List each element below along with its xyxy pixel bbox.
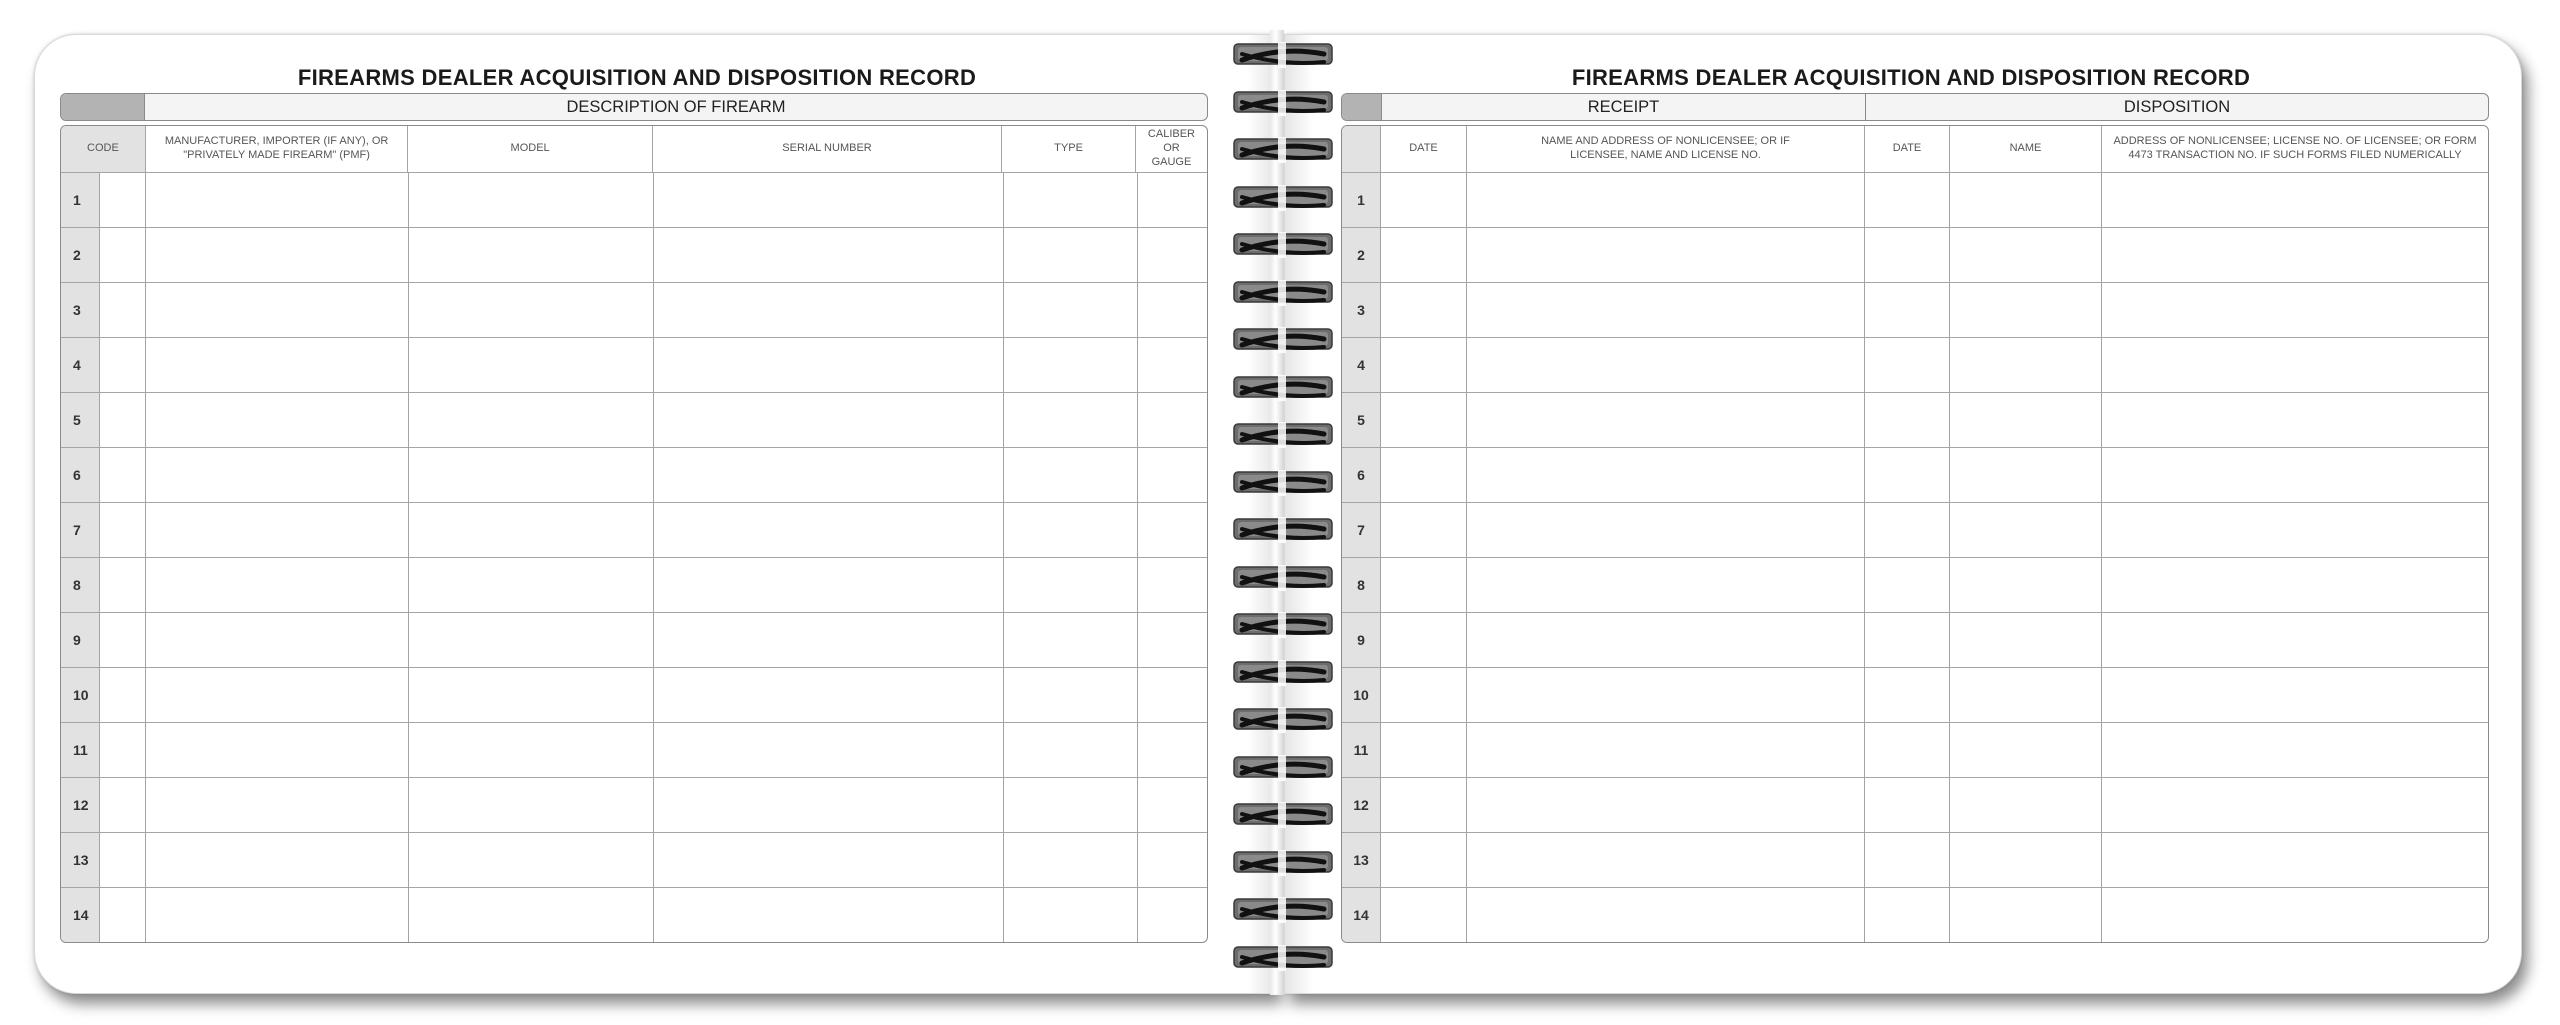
entry-cell[interactable] [145, 613, 408, 667]
entry-cell[interactable] [1380, 393, 1466, 447]
entry-cell[interactable] [1003, 778, 1137, 832]
entry-cell[interactable] [1949, 723, 2101, 777]
table-row [61, 337, 1207, 392]
entry-cell[interactable] [1864, 558, 1949, 612]
row-number: 12 [61, 778, 99, 832]
entry-cell[interactable] [653, 888, 1003, 942]
entry-cell[interactable] [653, 228, 1003, 282]
entry-cell[interactable] [1466, 778, 1864, 832]
entry-cell[interactable] [1137, 888, 1207, 942]
table-row [61, 667, 1207, 722]
entry-cell[interactable] [1466, 558, 1864, 612]
entry-cell[interactable] [145, 558, 408, 612]
table-row [61, 447, 1207, 502]
entry-cell[interactable] [1949, 393, 2101, 447]
entry-cell[interactable] [1864, 613, 1949, 667]
receipt-band-label: RECEIPT [1381, 94, 1865, 120]
left-page-title: FIREARMS DEALER ACQUISITION AND DISPOSITION RECORD [297, 65, 977, 90]
entry-cell[interactable] [653, 503, 1003, 557]
entry-cell[interactable] [1949, 173, 2101, 227]
column-header-manufacturer: MANUFACTURER, IMPORTER (IF ANY), OR "PRIVATELY MADE FIREARM" (PMF) [145, 126, 407, 172]
entry-cell[interactable] [408, 723, 653, 777]
row-number: 5 [61, 393, 99, 447]
spiral-coil [1228, 88, 1338, 118]
column-header-number [1342, 126, 1380, 172]
spiral-coil [1228, 183, 1338, 213]
entry-cell[interactable] [1003, 228, 1137, 282]
row-number: 11 [61, 723, 99, 777]
entry-cell[interactable] [1380, 448, 1466, 502]
entry-cell[interactable] [145, 503, 408, 557]
entry-cell[interactable] [2101, 558, 2488, 612]
entry-cell[interactable] [145, 833, 408, 887]
entry-cell[interactable] [1137, 283, 1207, 337]
row-number: 12 [1342, 778, 1380, 832]
row-number: 2 [1342, 228, 1380, 282]
entry-cell[interactable] [653, 173, 1003, 227]
table-header-row [1342, 126, 2488, 172]
row-number: 3 [1342, 283, 1380, 337]
entry-cell[interactable] [1003, 833, 1137, 887]
spiral-coil [1228, 468, 1338, 498]
entry-cell[interactable] [1380, 228, 1466, 282]
column-header-caliber: CALIBER OR GAUGE [1135, 126, 1207, 172]
spiral-coil [1228, 135, 1338, 165]
row-number: 1 [61, 173, 99, 227]
table-row [1342, 887, 2488, 942]
entry-cell[interactable] [408, 173, 653, 227]
entry-cell[interactable] [1003, 668, 1137, 722]
entry-cell[interactable] [653, 613, 1003, 667]
entry-cell[interactable] [1864, 723, 1949, 777]
entry-cell[interactable] [653, 558, 1003, 612]
entry-cell[interactable] [1137, 338, 1207, 392]
table-row [61, 557, 1207, 612]
entry-cell[interactable] [1864, 283, 1949, 337]
entry-cell[interactable] [1466, 393, 1864, 447]
right-page-title: FIREARMS DEALER ACQUISITION AND DISPOSITION RECORD [1571, 65, 2251, 90]
entry-cell[interactable] [653, 338, 1003, 392]
table-header-row [61, 126, 1207, 172]
entry-cell[interactable] [1949, 503, 2101, 557]
entry-cell[interactable] [1864, 778, 1949, 832]
table-row [1342, 722, 2488, 777]
entry-cell[interactable] [1864, 173, 1949, 227]
entry-cell[interactable] [1003, 338, 1137, 392]
entry-cell[interactable] [99, 338, 145, 392]
entry-cell[interactable] [145, 668, 408, 722]
entry-cell[interactable] [2101, 338, 2488, 392]
column-header-serial-number: SERIAL NUMBER [652, 126, 1001, 172]
entry-cell[interactable] [1949, 888, 2101, 942]
entry-cell[interactable] [1137, 228, 1207, 282]
column-header-model: MODEL [407, 126, 652, 172]
entry-cell[interactable] [1137, 613, 1207, 667]
row-number: 3 [61, 283, 99, 337]
column-header-disposition-name: NAME [1949, 126, 2101, 172]
column-header-receipt-date: DATE [1380, 126, 1466, 172]
entry-cell[interactable] [408, 833, 653, 887]
description-band-label: DESCRIPTION OF FIREARM [144, 94, 1207, 120]
entry-cell[interactable] [1003, 558, 1137, 612]
entry-cell[interactable] [1380, 503, 1466, 557]
entry-cell[interactable] [1137, 393, 1207, 447]
entry-cell[interactable] [653, 448, 1003, 502]
entry-cell[interactable] [1137, 778, 1207, 832]
entry-cell[interactable] [1864, 888, 1949, 942]
entry-cell[interactable] [1864, 228, 1949, 282]
row-number: 10 [61, 668, 99, 722]
right-page [1284, 34, 2522, 994]
entry-cell[interactable] [1003, 613, 1137, 667]
entry-cell[interactable] [145, 173, 408, 227]
entry-cell[interactable] [1864, 833, 1949, 887]
entry-cell[interactable] [1864, 338, 1949, 392]
entry-cell[interactable] [1137, 448, 1207, 502]
entry-cell[interactable] [1864, 448, 1949, 502]
entry-cell[interactable] [99, 393, 145, 447]
entry-cell[interactable] [1949, 668, 2101, 722]
entry-cell[interactable] [1466, 338, 1864, 392]
entry-cell[interactable] [653, 393, 1003, 447]
entry-cell[interactable] [1380, 173, 1466, 227]
entry-cell[interactable] [1003, 723, 1137, 777]
table-row [61, 392, 1207, 447]
entry-cell[interactable] [1137, 558, 1207, 612]
band-swatch [1342, 94, 1381, 120]
row-number: 8 [61, 558, 99, 612]
row-number: 1 [1342, 173, 1380, 227]
table-row [1342, 612, 2488, 667]
entry-cell[interactable] [1380, 723, 1466, 777]
column-header-code: CODE [61, 126, 145, 172]
spiral-coil [1228, 563, 1338, 593]
entry-cell[interactable] [1466, 888, 1864, 942]
spiral-coil [1228, 40, 1338, 70]
entry-cell[interactable] [1003, 448, 1137, 502]
entry-cell[interactable] [2101, 723, 2488, 777]
row-number: 7 [1342, 503, 1380, 557]
table-row [1342, 832, 2488, 887]
entry-cell[interactable] [99, 778, 145, 832]
entry-cell[interactable] [99, 888, 145, 942]
table-row [1342, 557, 2488, 612]
entry-cell[interactable] [408, 228, 653, 282]
entry-cell[interactable] [2101, 613, 2488, 667]
entry-cell[interactable] [1003, 503, 1137, 557]
spiral-coil [1228, 943, 1338, 973]
row-number: 5 [1342, 393, 1380, 447]
spiral-coil [1228, 753, 1338, 783]
row-number: 4 [1342, 338, 1380, 392]
entry-cell[interactable] [1003, 888, 1137, 942]
entry-cell[interactable] [2101, 778, 2488, 832]
entry-cell[interactable] [653, 723, 1003, 777]
entry-cell[interactable] [408, 613, 653, 667]
spiral-coil [1228, 515, 1338, 545]
entry-cell[interactable] [1380, 283, 1466, 337]
entry-cell[interactable] [1466, 833, 1864, 887]
entry-cell[interactable] [145, 448, 408, 502]
table-row [1342, 502, 2488, 557]
column-header-receipt-name-address: NAME AND ADDRESS OF NONLICENSEE; OR IF LICENSEE, NAME AND LICENSE NO. [1466, 126, 1864, 172]
entry-cell[interactable] [1380, 558, 1466, 612]
spiral-coil [1228, 705, 1338, 735]
spiral-coil [1228, 373, 1338, 403]
table-row [1342, 227, 2488, 282]
row-number: 9 [61, 613, 99, 667]
entry-cell[interactable] [1003, 173, 1137, 227]
row-number: 2 [61, 228, 99, 282]
entry-cell[interactable] [145, 228, 408, 282]
entry-cell[interactable] [408, 668, 653, 722]
table-row [1342, 777, 2488, 832]
table-row [1342, 282, 2488, 337]
table-row [1342, 392, 2488, 447]
entry-cell[interactable] [1466, 503, 1864, 557]
row-number: 13 [1342, 833, 1380, 887]
left-page [34, 34, 1276, 994]
entry-cell[interactable] [145, 393, 408, 447]
entry-cell[interactable] [1137, 833, 1207, 887]
entry-cell[interactable] [99, 228, 145, 282]
entry-cell[interactable] [145, 778, 408, 832]
entry-cell[interactable] [408, 888, 653, 942]
entry-cell[interactable] [2101, 393, 2488, 447]
entry-cell[interactable] [99, 503, 145, 557]
disposition-table [1341, 125, 2489, 943]
entry-cell[interactable] [145, 723, 408, 777]
entry-cell[interactable] [1137, 503, 1207, 557]
entry-cell[interactable] [1864, 393, 1949, 447]
spiral-coil [1228, 848, 1338, 878]
entry-cell[interactable] [2101, 668, 2488, 722]
entry-cell[interactable] [99, 668, 145, 722]
entry-cell[interactable] [145, 283, 408, 337]
entry-cell[interactable] [1949, 283, 2101, 337]
entry-cell[interactable] [1864, 668, 1949, 722]
description-band [60, 93, 1208, 121]
table-row [61, 832, 1207, 887]
table-row [61, 612, 1207, 667]
spiral-coil [1228, 895, 1338, 925]
spiral-coil [1228, 325, 1338, 355]
entry-cell[interactable] [2101, 173, 2488, 227]
receipt-disposition-band [1341, 93, 2489, 121]
entry-cell[interactable] [1466, 448, 1864, 502]
entry-cell[interactable] [1380, 613, 1466, 667]
table-row [1342, 447, 2488, 502]
entry-cell[interactable] [1949, 558, 2101, 612]
table-row [1342, 337, 2488, 392]
entry-cell[interactable] [653, 283, 1003, 337]
band-swatch [61, 94, 144, 120]
entry-cell[interactable] [1003, 393, 1137, 447]
disposition-band-label: DISPOSITION [1865, 94, 2488, 120]
row-number: 13 [61, 833, 99, 887]
row-number: 14 [61, 888, 99, 942]
entry-cell[interactable] [1466, 228, 1864, 282]
spiral-coil [1228, 420, 1338, 450]
column-header-disposition-date: DATE [1864, 126, 1949, 172]
row-number: 4 [61, 338, 99, 392]
spiral-coil [1228, 610, 1338, 640]
spiral-coil [1228, 658, 1338, 688]
entry-cell[interactable] [99, 613, 145, 667]
entry-cell[interactable] [408, 558, 653, 612]
row-number: 10 [1342, 668, 1380, 722]
entry-cell[interactable] [1380, 833, 1466, 887]
entry-cell[interactable] [1949, 833, 2101, 887]
entry-cell[interactable] [99, 283, 145, 337]
entry-cell[interactable] [1380, 668, 1466, 722]
entry-cell[interactable] [2101, 448, 2488, 502]
entry-cell[interactable] [1380, 888, 1466, 942]
spiral-binding [1228, 40, 1338, 990]
entry-cell[interactable] [1380, 778, 1466, 832]
entry-cell[interactable] [145, 888, 408, 942]
entry-cell[interactable] [408, 448, 653, 502]
entry-cell[interactable] [1380, 338, 1466, 392]
row-number: 7 [61, 503, 99, 557]
entry-cell[interactable] [99, 448, 145, 502]
column-header-disposition-address: ADDRESS OF NONLICENSEE; LICENSE NO. OF LICENSEE; OR FORM 4473 TRANSACTION NO. IF SUCH FORMS FILED NUMERICALLY [2101, 126, 2488, 172]
table-row [1342, 172, 2488, 227]
entry-cell[interactable] [1137, 173, 1207, 227]
table-row [61, 172, 1207, 227]
table-row [61, 722, 1207, 777]
table-row [61, 282, 1207, 337]
entry-cell[interactable] [2101, 228, 2488, 282]
spiral-coil [1228, 800, 1338, 830]
spiral-coil [1228, 278, 1338, 308]
entry-cell[interactable] [653, 668, 1003, 722]
entry-cell[interactable] [653, 833, 1003, 887]
entry-cell[interactable] [1137, 723, 1207, 777]
row-number: 9 [1342, 613, 1380, 667]
entry-cell[interactable] [2101, 503, 2488, 557]
entry-cell[interactable] [99, 173, 145, 227]
row-number: 8 [1342, 558, 1380, 612]
entry-cell[interactable] [1466, 173, 1864, 227]
table-row [61, 502, 1207, 557]
spiral-coil [1228, 230, 1338, 260]
column-header-type: TYPE [1001, 126, 1135, 172]
table-row [61, 227, 1207, 282]
acquisition-table [60, 125, 1208, 943]
row-number: 14 [1342, 888, 1380, 942]
entry-cell[interactable] [99, 558, 145, 612]
table-row [61, 887, 1207, 942]
row-number: 6 [61, 448, 99, 502]
row-number: 6 [1342, 448, 1380, 502]
entry-cell[interactable] [1949, 228, 2101, 282]
entry-cell[interactable] [653, 778, 1003, 832]
entry-cell[interactable] [2101, 283, 2488, 337]
entry-cell[interactable] [1003, 283, 1137, 337]
entry-cell[interactable] [2101, 833, 2488, 887]
entry-cell[interactable] [1949, 338, 2101, 392]
entry-cell[interactable] [1949, 613, 2101, 667]
entry-cell[interactable] [2101, 888, 2488, 942]
entry-cell[interactable] [1137, 668, 1207, 722]
entry-cell[interactable] [408, 778, 653, 832]
table-row [61, 777, 1207, 832]
entry-cell[interactable] [408, 338, 653, 392]
entry-cell[interactable] [408, 503, 653, 557]
entry-cell[interactable] [408, 283, 653, 337]
entry-cell[interactable] [99, 723, 145, 777]
entry-cell[interactable] [1949, 448, 2101, 502]
entry-cell[interactable] [1466, 723, 1864, 777]
entry-cell[interactable] [1466, 283, 1864, 337]
entry-cell[interactable] [1949, 778, 2101, 832]
entry-cell[interactable] [99, 833, 145, 887]
row-number: 11 [1342, 723, 1380, 777]
entry-cell[interactable] [145, 338, 408, 392]
entry-cell[interactable] [1466, 613, 1864, 667]
table-row [1342, 667, 2488, 722]
entry-cell[interactable] [1466, 668, 1864, 722]
entry-cell[interactable] [1864, 503, 1949, 557]
entry-cell[interactable] [408, 393, 653, 447]
